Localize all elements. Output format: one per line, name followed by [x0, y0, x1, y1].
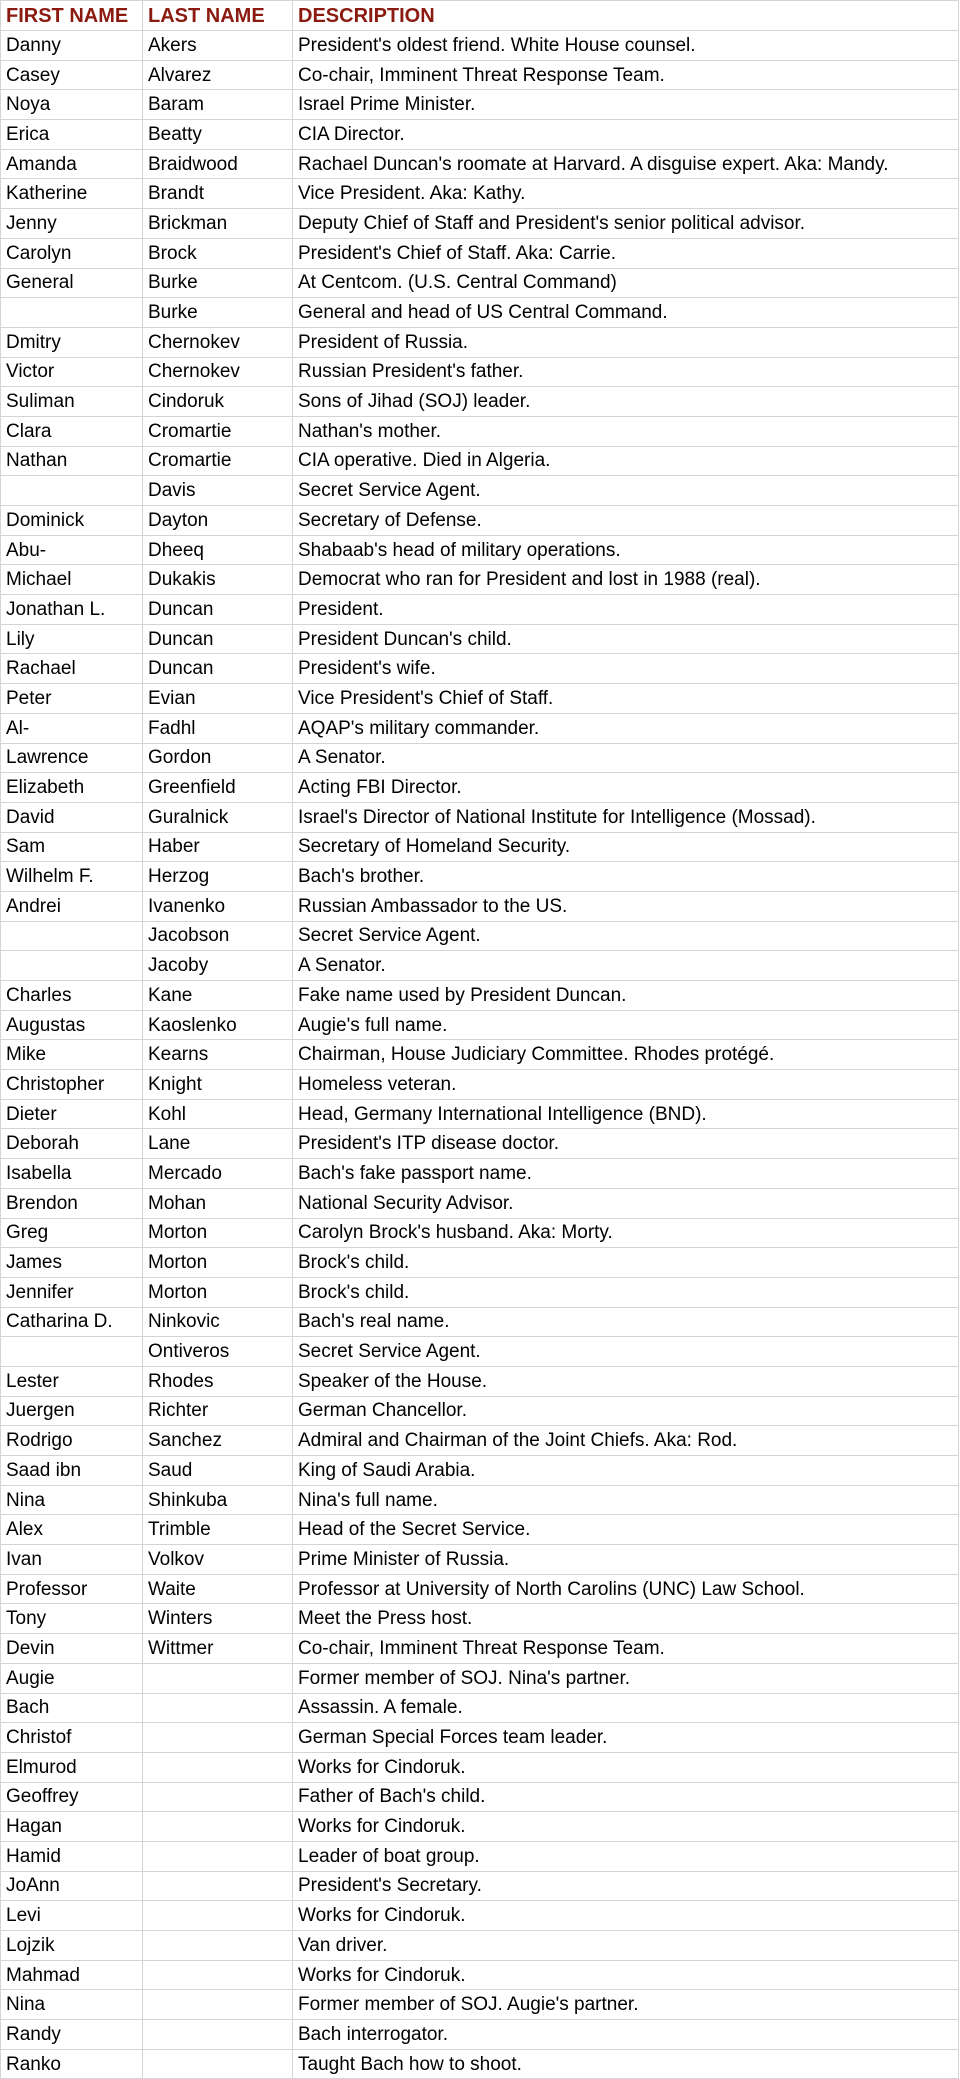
first-name-cell: Christof [1, 1723, 143, 1753]
last-name-cell [143, 1901, 293, 1931]
description-cell: Assassin. A female. [293, 1693, 959, 1723]
first-name-cell: James [1, 1248, 143, 1278]
first-name-cell: Sam [1, 832, 143, 862]
table-row [1, 149, 959, 179]
description-cell: Works for Cindoruk. [293, 1901, 959, 1931]
description-cell: Democrat who ran for President and lost in 1988 (real). [293, 565, 959, 595]
table-row [1, 1337, 959, 1367]
table-body [1, 31, 959, 2079]
table-row [1, 1099, 959, 1129]
last-name-cell [143, 1693, 293, 1723]
first-name-cell: Alex [1, 1515, 143, 1545]
last-name-cell: Lane [143, 1129, 293, 1159]
first-name-cell: Catharina D. [1, 1307, 143, 1337]
description-cell: Professor at University of North Carolins (UNC) Law School. [293, 1574, 959, 1604]
first-name-cell: Levi [1, 1901, 143, 1931]
last-name-cell [143, 1752, 293, 1782]
description-cell: At Centcom. (U.S. Central Command) [293, 268, 959, 298]
table-row [1, 654, 959, 684]
table-row [1, 1515, 959, 1545]
last-name-cell: Mercado [143, 1159, 293, 1189]
first-name-cell [1, 298, 143, 328]
last-name-cell [143, 1723, 293, 1753]
first-name-cell: Katherine [1, 179, 143, 209]
table-row [1, 1723, 959, 1753]
table-row [1, 1456, 959, 1486]
table-row [1, 1188, 959, 1218]
description-cell: Russian President's father. [293, 357, 959, 387]
table-row [1, 1693, 959, 1723]
table-row [1, 357, 959, 387]
table-row [1, 1574, 959, 1604]
last-name-cell: Ivanenko [143, 891, 293, 921]
last-name-cell: Davis [143, 476, 293, 506]
last-name-cell [143, 1871, 293, 1901]
last-name-cell [143, 1990, 293, 2020]
table-row [1, 921, 959, 951]
first-name-cell: Lojzik [1, 1931, 143, 1961]
first-name-cell: Dmitry [1, 327, 143, 357]
first-name-cell: Hamid [1, 1841, 143, 1871]
table-row [1, 120, 959, 150]
first-name-cell: Isabella [1, 1159, 143, 1189]
last-name-cell: Knight [143, 1070, 293, 1100]
last-name-cell: Evian [143, 684, 293, 714]
description-cell: Sons of Jihad (SOJ) leader. [293, 387, 959, 417]
last-name-cell: Brickman [143, 209, 293, 239]
header-last-name: LAST NAME [143, 1, 293, 31]
last-name-cell: Cromartie [143, 416, 293, 446]
first-name-cell: Saad ibn [1, 1456, 143, 1486]
description-cell: President's ITP disease doctor. [293, 1129, 959, 1159]
last-name-cell: Fadhl [143, 713, 293, 743]
first-name-cell: JoAnn [1, 1871, 143, 1901]
description-cell: AQAP's military commander. [293, 713, 959, 743]
table-row [1, 535, 959, 565]
first-name-cell: Nina [1, 1990, 143, 2020]
description-cell: Van driver. [293, 1931, 959, 1961]
description-cell: Nathan's mother. [293, 416, 959, 446]
first-name-cell: Jonathan L. [1, 595, 143, 625]
first-name-cell: Suliman [1, 387, 143, 417]
first-name-cell: Carolyn [1, 238, 143, 268]
table-row [1, 1841, 959, 1871]
table-row [1, 238, 959, 268]
description-cell: German Special Forces team leader. [293, 1723, 959, 1753]
first-name-cell: Elizabeth [1, 773, 143, 803]
table-row [1, 446, 959, 476]
last-name-cell: Trimble [143, 1515, 293, 1545]
table-row [1, 1871, 959, 1901]
first-name-cell: Jenny [1, 209, 143, 239]
description-cell: President's oldest friend. White House counsel. [293, 31, 959, 61]
description-cell: Rachael Duncan's roomate at Harvard. A disguise expert. Aka: Mandy. [293, 149, 959, 179]
description-cell: President of Russia. [293, 327, 959, 357]
table-row [1, 209, 959, 239]
table-row [1, 565, 959, 595]
table-row [1, 1307, 959, 1337]
table-row [1, 862, 959, 892]
description-cell: Fake name used by President Duncan. [293, 981, 959, 1011]
description-cell: Carolyn Brock's husband. Aka: Morty. [293, 1218, 959, 1248]
first-name-cell [1, 921, 143, 951]
first-name-cell [1, 476, 143, 506]
last-name-cell: Rhodes [143, 1366, 293, 1396]
description-cell: Augie's full name. [293, 1010, 959, 1040]
last-name-cell: Mohan [143, 1188, 293, 1218]
first-name-cell: Ivan [1, 1545, 143, 1575]
first-name-cell: Professor [1, 1574, 143, 1604]
last-name-cell: Burke [143, 268, 293, 298]
table-row [1, 1604, 959, 1634]
description-cell: Works for Cindoruk. [293, 1752, 959, 1782]
last-name-cell: Greenfield [143, 773, 293, 803]
first-name-cell: Al- [1, 713, 143, 743]
last-name-cell: Sanchez [143, 1426, 293, 1456]
first-name-cell: Erica [1, 120, 143, 150]
first-name-cell: General [1, 268, 143, 298]
table-row [1, 1931, 959, 1961]
description-cell: Co-chair, Imminent Threat Response Team. [293, 1634, 959, 1664]
description-cell: Secretary of Homeland Security. [293, 832, 959, 862]
description-cell: Deputy Chief of Staff and President's senior political advisor. [293, 209, 959, 239]
header-row [1, 1, 959, 31]
table-row [1, 2049, 959, 2079]
first-name-cell: Charles [1, 981, 143, 1011]
description-cell: A Senator. [293, 743, 959, 773]
last-name-cell: Duncan [143, 654, 293, 684]
description-cell: National Security Advisor. [293, 1188, 959, 1218]
first-name-cell: Juergen [1, 1396, 143, 1426]
last-name-cell [143, 1812, 293, 1842]
description-cell: CIA operative. Died in Algeria. [293, 446, 959, 476]
first-name-cell: Clara [1, 416, 143, 446]
description-cell: Head of the Secret Service. [293, 1515, 959, 1545]
first-name-cell: Andrei [1, 891, 143, 921]
first-name-cell: Nina [1, 1485, 143, 1515]
table-row [1, 1782, 959, 1812]
last-name-cell [143, 1931, 293, 1961]
table-row [1, 1396, 959, 1426]
last-name-cell: Kaoslenko [143, 1010, 293, 1040]
table-row [1, 476, 959, 506]
description-cell: Shabaab's head of military operations. [293, 535, 959, 565]
description-cell: Prime Minister of Russia. [293, 1545, 959, 1575]
first-name-cell: Christopher [1, 1070, 143, 1100]
table-row [1, 1366, 959, 1396]
description-cell: Acting FBI Director. [293, 773, 959, 803]
first-name-cell: Jennifer [1, 1277, 143, 1307]
first-name-cell: Deborah [1, 1129, 143, 1159]
first-name-cell: Elmurod [1, 1752, 143, 1782]
description-cell: Co-chair, Imminent Threat Response Team. [293, 60, 959, 90]
description-cell: Speaker of the House. [293, 1366, 959, 1396]
last-name-cell: Brock [143, 238, 293, 268]
table-row [1, 713, 959, 743]
last-name-cell: Cromartie [143, 446, 293, 476]
first-name-cell: Victor [1, 357, 143, 387]
last-name-cell: Kearns [143, 1040, 293, 1070]
first-name-cell: Ranko [1, 2049, 143, 2079]
last-name-cell: Wittmer [143, 1634, 293, 1664]
description-cell: Secret Service Agent. [293, 921, 959, 951]
last-name-cell: Guralnick [143, 802, 293, 832]
description-cell: Works for Cindoruk. [293, 1960, 959, 1990]
description-cell: Bach's brother. [293, 862, 959, 892]
last-name-cell: Duncan [143, 595, 293, 625]
last-name-cell: Morton [143, 1218, 293, 1248]
first-name-cell: Greg [1, 1218, 143, 1248]
first-name-cell: David [1, 802, 143, 832]
last-name-cell: Duncan [143, 624, 293, 654]
last-name-cell: Kohl [143, 1099, 293, 1129]
description-cell: Israel Prime Minister. [293, 90, 959, 120]
header-description: DESCRIPTION [293, 1, 959, 31]
last-name-cell: Ontiveros [143, 1337, 293, 1367]
description-cell: Admiral and Chairman of the Joint Chiefs. Aka: Rod. [293, 1426, 959, 1456]
description-cell: German Chancellor. [293, 1396, 959, 1426]
table-row [1, 773, 959, 803]
table-row [1, 684, 959, 714]
table-row [1, 179, 959, 209]
last-name-cell: Volkov [143, 1545, 293, 1575]
description-cell: President's wife. [293, 654, 959, 684]
description-cell: A Senator. [293, 951, 959, 981]
table-row [1, 832, 959, 862]
table-row [1, 268, 959, 298]
description-cell: Israel's Director of National Institute for Intelligence (Mossad). [293, 802, 959, 832]
description-cell: Former member of SOJ. Augie's partner. [293, 1990, 959, 2020]
last-name-cell: Beatty [143, 120, 293, 150]
table-row [1, 60, 959, 90]
last-name-cell: Chernokev [143, 327, 293, 357]
table-row [1, 1990, 959, 2020]
table-row [1, 891, 959, 921]
description-cell: Nina's full name. [293, 1485, 959, 1515]
table-row [1, 1129, 959, 1159]
first-name-cell: Wilhelm F. [1, 862, 143, 892]
description-cell: President's Secretary. [293, 1871, 959, 1901]
last-name-cell: Ninkovic [143, 1307, 293, 1337]
description-cell: Russian Ambassador to the US. [293, 891, 959, 921]
last-name-cell: Waite [143, 1574, 293, 1604]
table-row [1, 1663, 959, 1693]
table-row [1, 1812, 959, 1842]
description-cell: President. [293, 595, 959, 625]
table-row [1, 327, 959, 357]
table-row [1, 90, 959, 120]
last-name-cell: Jacoby [143, 951, 293, 981]
first-name-cell [1, 1337, 143, 1367]
first-name-cell: Lily [1, 624, 143, 654]
table-row [1, 595, 959, 625]
last-name-cell: Kane [143, 981, 293, 1011]
first-name-cell: Peter [1, 684, 143, 714]
description-cell: Secret Service Agent. [293, 476, 959, 506]
table-row [1, 506, 959, 536]
first-name-cell: Nathan [1, 446, 143, 476]
table-row [1, 743, 959, 773]
first-name-cell: Bach [1, 1693, 143, 1723]
first-name-cell: Danny [1, 31, 143, 61]
description-cell: Vice President's Chief of Staff. [293, 684, 959, 714]
table-row [1, 387, 959, 417]
description-cell: Former member of SOJ. Nina's partner. [293, 1663, 959, 1693]
description-cell: CIA Director. [293, 120, 959, 150]
table-row [1, 802, 959, 832]
table-row [1, 1159, 959, 1189]
first-name-cell: Augie [1, 1663, 143, 1693]
description-cell: General and head of US Central Command. [293, 298, 959, 328]
first-name-cell [1, 951, 143, 981]
last-name-cell: Saud [143, 1456, 293, 1486]
description-cell: Father of Bach's child. [293, 1782, 959, 1812]
description-cell: Head, Germany International Intelligence (BND). [293, 1099, 959, 1129]
description-cell: Secretary of Defense. [293, 506, 959, 536]
table-row [1, 981, 959, 1011]
first-name-cell: Augustas [1, 1010, 143, 1040]
description-cell: Brock's child. [293, 1277, 959, 1307]
table-row [1, 1040, 959, 1070]
last-name-cell: Richter [143, 1396, 293, 1426]
table-row [1, 31, 959, 61]
table-row [1, 1277, 959, 1307]
table-row [1, 1545, 959, 1575]
last-name-cell [143, 2049, 293, 2079]
first-name-cell: Randy [1, 2020, 143, 2050]
first-name-cell: Amanda [1, 149, 143, 179]
description-cell: Secret Service Agent. [293, 1337, 959, 1367]
table-row [1, 416, 959, 446]
last-name-cell: Winters [143, 1604, 293, 1634]
header-first-name: FIRST NAME [1, 1, 143, 31]
last-name-cell: Shinkuba [143, 1485, 293, 1515]
first-name-cell: Rachael [1, 654, 143, 684]
last-name-cell: Burke [143, 298, 293, 328]
last-name-cell: Jacobson [143, 921, 293, 951]
last-name-cell: Chernokev [143, 357, 293, 387]
first-name-cell: Mike [1, 1040, 143, 1070]
description-cell: Chairman, House Judiciary Committee. Rhodes protégé. [293, 1040, 959, 1070]
table-row [1, 1960, 959, 1990]
last-name-cell: Morton [143, 1277, 293, 1307]
first-name-cell: Tony [1, 1604, 143, 1634]
last-name-cell: Brandt [143, 179, 293, 209]
table-row [1, 2020, 959, 2050]
table-row [1, 1485, 959, 1515]
first-name-cell: Lawrence [1, 743, 143, 773]
last-name-cell: Cindoruk [143, 387, 293, 417]
table-row [1, 298, 959, 328]
table-row [1, 1010, 959, 1040]
last-name-cell [143, 1782, 293, 1812]
description-cell: Vice President. Aka: Kathy. [293, 179, 959, 209]
table-row [1, 1634, 959, 1664]
first-name-cell: Dominick [1, 506, 143, 536]
last-name-cell: Dheeq [143, 535, 293, 565]
description-cell: Works for Cindoruk. [293, 1812, 959, 1842]
first-name-cell: Casey [1, 60, 143, 90]
first-name-cell: Brendon [1, 1188, 143, 1218]
last-name-cell [143, 2020, 293, 2050]
last-name-cell [143, 1960, 293, 1990]
first-name-cell: Devin [1, 1634, 143, 1664]
last-name-cell: Dayton [143, 506, 293, 536]
description-cell: Taught Bach how to shoot. [293, 2049, 959, 2079]
last-name-cell [143, 1841, 293, 1871]
last-name-cell: Morton [143, 1248, 293, 1278]
description-cell: Homeless veteran. [293, 1070, 959, 1100]
first-name-cell: Dieter [1, 1099, 143, 1129]
first-name-cell: Noya [1, 90, 143, 120]
description-cell: Leader of boat group. [293, 1841, 959, 1871]
last-name-cell [143, 1663, 293, 1693]
last-name-cell: Dukakis [143, 565, 293, 595]
last-name-cell: Alvarez [143, 60, 293, 90]
description-cell: Bach's real name. [293, 1307, 959, 1337]
table-row [1, 1070, 959, 1100]
last-name-cell: Gordon [143, 743, 293, 773]
description-cell: King of Saudi Arabia. [293, 1456, 959, 1486]
table-row [1, 1901, 959, 1931]
description-cell: President's Chief of Staff. Aka: Carrie. [293, 238, 959, 268]
table-row [1, 1248, 959, 1278]
last-name-cell: Herzog [143, 862, 293, 892]
table-row [1, 951, 959, 981]
first-name-cell: Hagan [1, 1812, 143, 1842]
last-name-cell: Akers [143, 31, 293, 61]
description-cell: Bach interrogator. [293, 2020, 959, 2050]
description-cell: Brock's child. [293, 1248, 959, 1278]
last-name-cell: Baram [143, 90, 293, 120]
table-row [1, 1426, 959, 1456]
first-name-cell: Michael [1, 565, 143, 595]
first-name-cell: Abu- [1, 535, 143, 565]
first-name-cell: Mahmad [1, 1960, 143, 1990]
first-name-cell: Lester [1, 1366, 143, 1396]
description-cell: Meet the Press host. [293, 1604, 959, 1634]
first-name-cell: Rodrigo [1, 1426, 143, 1456]
table-row [1, 624, 959, 654]
last-name-cell: Haber [143, 832, 293, 862]
table-row [1, 1752, 959, 1782]
last-name-cell: Braidwood [143, 149, 293, 179]
description-cell: Bach's fake passport name. [293, 1159, 959, 1189]
description-cell: President Duncan's child. [293, 624, 959, 654]
first-name-cell: Geoffrey [1, 1782, 143, 1812]
table-row [1, 1218, 959, 1248]
